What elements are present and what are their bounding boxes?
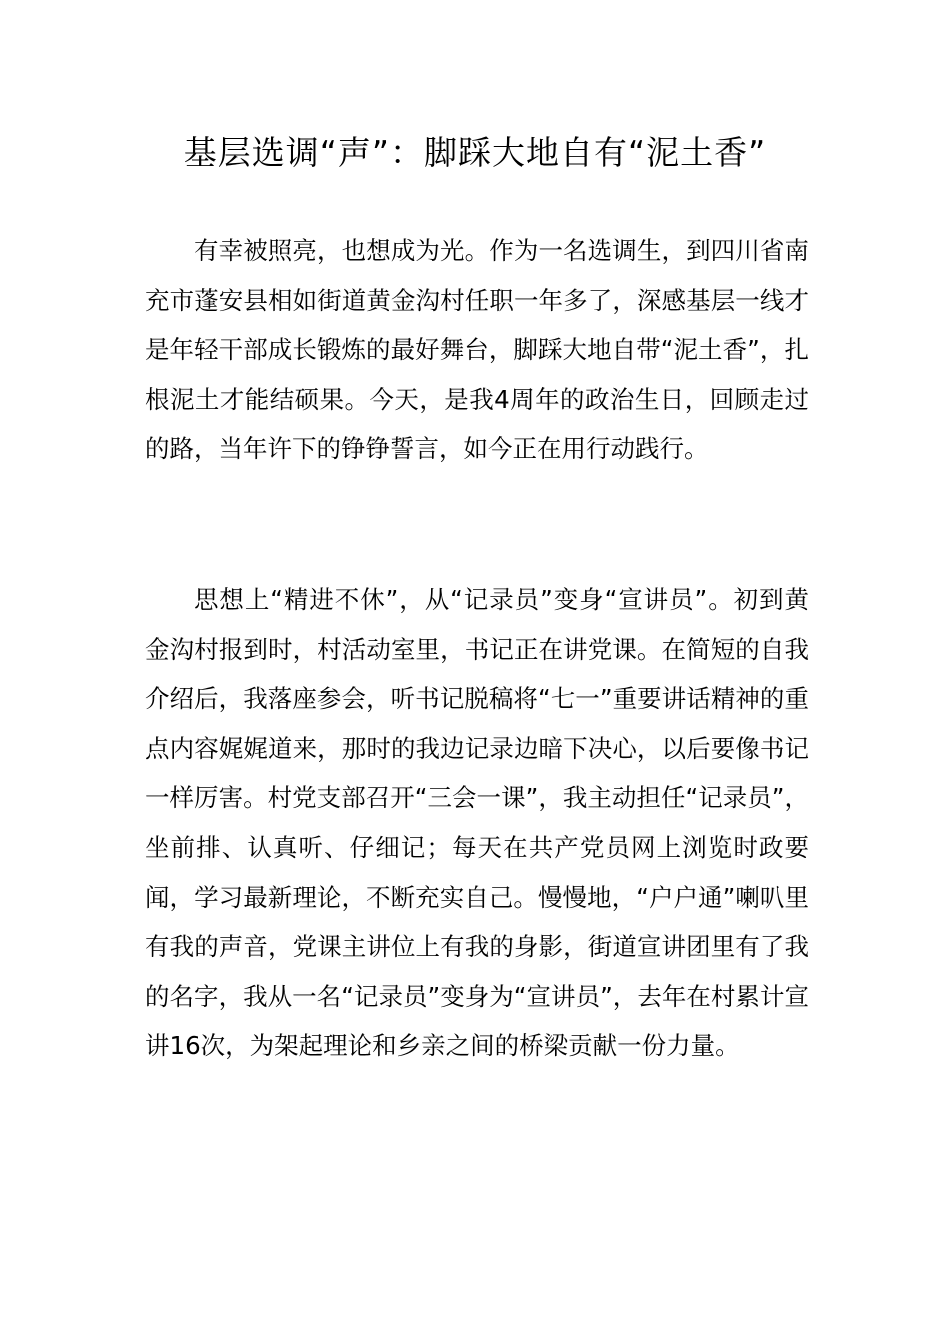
paragraph-ideology: 思想上“精进不休”，从“记录员”变身“宣讲员”。初到黄金沟村报到时，村活动室里，书记正在讲党课。在简短的自我介绍后，我落座参会，听书记脱稿将“七一”重要讲话精神的重点内容娓娓道来，那时的我边记录边暗下决心，以后要像书记一样厉害。村党支部召开“三会一课”，我主动担任“记录员”，坐前排、认真听、仔细记；每天在共产党员网上浏览时政要闻，学习最新理论，不断充实自己。慢慢地，“户户通”喇叭里有我的声音，党课主讲位上有我的身影，街道宣讲团里有了我的名字，我从一名“记录员”变身为“宣讲员”，去年在村累计宣讲16次，为架起理论和乡亲之间的桥梁贡献一份力量。	[145, 585, 809, 1061]
paragraph-intro: 有幸被照亮，也想成为光。作为一名选调生，到四川省南充市蓬安县相如街道黄金沟村任职一年多了，深感基层一线才是年轻干部成长锻炼的最好舞台，脚踩大地自带“泥土香”，扎根泥土才能结硕果。今天，是我4周年的政治生日，回顾走过的路，当年许下的铮铮誓言，如今正在用行动践行。	[145, 236, 809, 464]
document-title: 基层选调“声”：脚踩大地自有“泥土香”	[183, 133, 767, 172]
